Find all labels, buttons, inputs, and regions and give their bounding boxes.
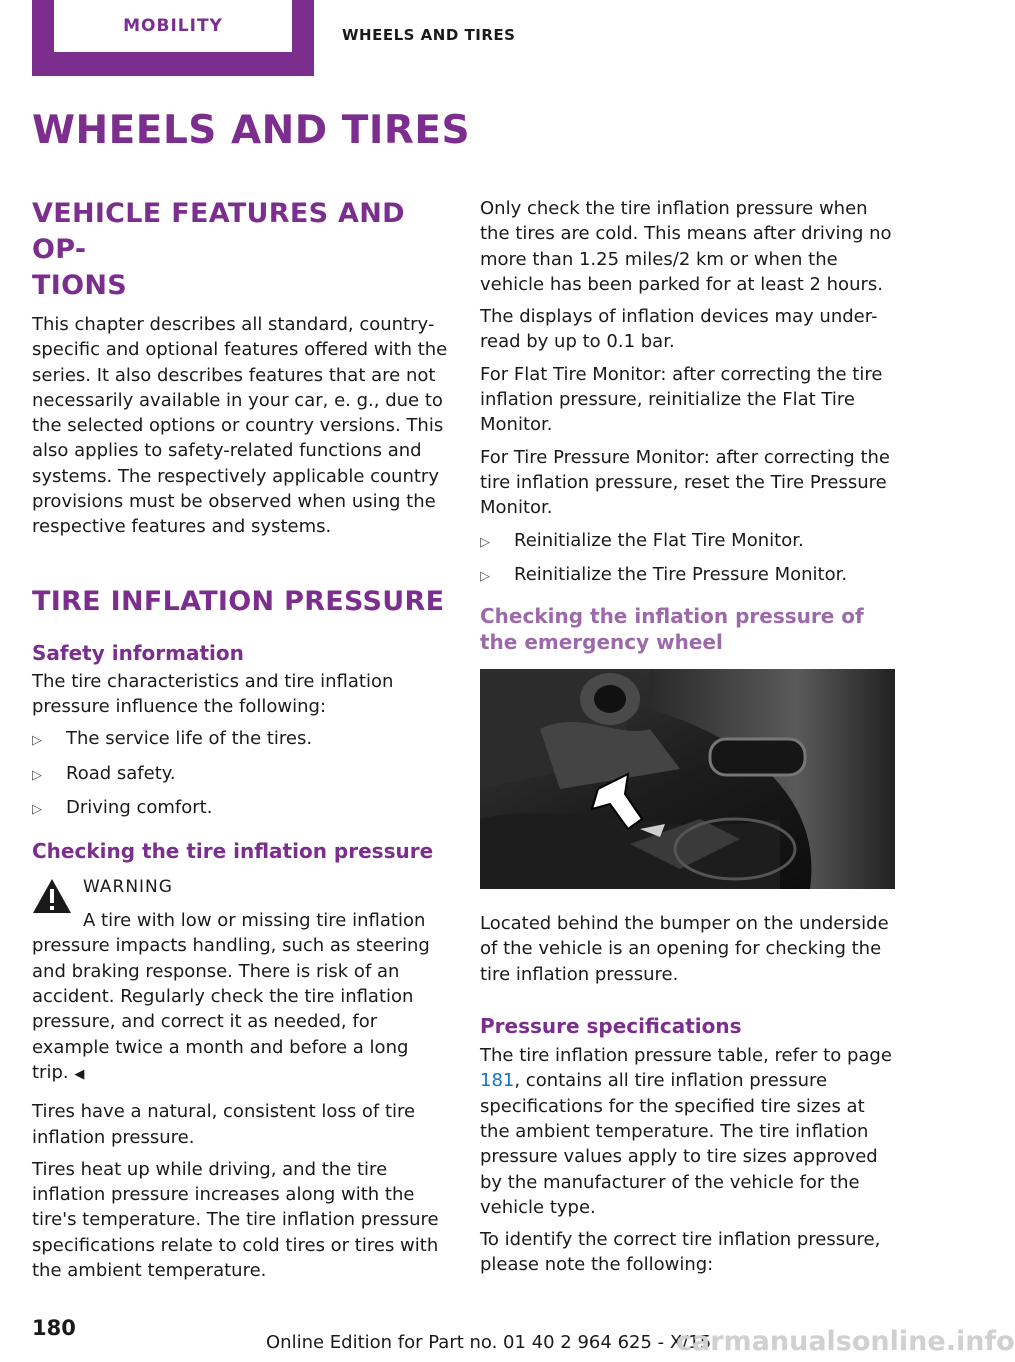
list-item: ▷ Driving comfort. [32,795,450,822]
checking-pressure-heading: Checking the tire inflation pressure [32,839,434,864]
pressure-loss-text: Tires have a natural, consistent loss of tire inflation pressure. [32,1101,416,1148]
emergency-wheel-heading: Checking the inflation pressure of the emergency wheel [480,604,864,655]
chapter-tab-label: MOBILITY [123,16,223,36]
bumper-opening-photo [480,669,895,889]
page-181-link[interactable]: 181 [480,1070,515,1092]
photo-caption: Located behind the bumper on the underside of the vehicle is an opening for checking the tire inflation pressure. [480,913,889,985]
safety-list [32,726,450,822]
bullet-triangle-icon: ▷ [32,733,42,749]
left-column [32,196,450,1290]
warning-triangle-icon [32,878,72,914]
vehicle-features-heading-line2: TIONS [32,270,127,301]
bullet-triangle-icon: ▷ [480,568,490,584]
list-item: ▷ Reinitialize the Tire Pressure Monitor. [480,562,898,589]
pressure-specs-heading: Pressure specifications [480,1014,742,1039]
end-marker-icon: ◀ [74,1066,85,1082]
cold-tires-text: Only check the tire inflation pressure when the tires are cold. This means after driving no more than 1.25 miles/2 km or when the vehicle has been parked for at least 2 hours. [480,198,892,295]
list-item: ▷ The service life of the tires. [32,726,450,753]
vehicle-features-heading [32,196,450,304]
page-number: 180 [32,1316,76,1340]
chapter-tab-inner [54,0,292,52]
chapter-tab[interactable] [32,0,314,76]
tire-pressure-monitor-text: For Tire Pressure Monitor: after correcting the tire inflation pressure, reset the Tire Pressure Monitor. [480,446,890,519]
identify-pressure-text: To identify the correct tire inflation pressure, please note the following: [480,1229,881,1276]
section-label: WHEELS AND TIRES [342,26,516,44]
list-item: ▷ Reinitialize the Flat Tire Monitor. [480,528,898,555]
safety-info-heading: Safety information [32,640,244,665]
monitor-list [480,528,898,590]
right-column [480,196,898,1285]
bullet-triangle-icon: ▷ [32,801,42,817]
vehicle-features-heading-line1: VEHICLE FEATURES AND OP- [32,198,405,265]
warning-block [32,874,450,914]
tire-pressure-heading: TIRE INFLATION PRESSURE [32,585,445,617]
bullet-triangle-icon: ▷ [480,534,490,550]
watermark: carmanualsonline.info [676,1326,1015,1357]
pressure-specs-text: The tire inflation pressure table, refer to page 181, contains all tire inflation pressure specifications for the specified tire sizes at the ambient temperature. The tire inflation pressure values apply to tire sizes approved by the manufacturer of the vehicle for the vehicle type. [480,1045,892,1218]
bullet-triangle-icon: ▷ [32,767,42,783]
warning-text: A tire with low or missing tire inflation pressure impacts handling, such as steering and braking response. There is risk of an accident. Regularly check the tire inflation pressure, and correct it as needed, for example twice a month and before a long trip. ◀ [32,910,430,1083]
safety-intro: The tire characteristics and tire inflation pressure influence the following: [32,670,394,717]
warning-title: WARNING [83,877,173,898]
flat-tire-monitor-text: For Flat Tire Monitor: after correcting the tire inflation pressure, reinitialize the Flat Tire Monitor. [480,363,883,436]
vehicle-features-text: This chapter describes all standard, country-specific and optional features offered with the series. It also describes features that are not necessarily available in your car, e. g., due to the selected options or country versions. This also applies to safety-related functions and systems. The respectively applicable country provisions must be observed when using the respective features and systems. [32,314,448,538]
displays-text: The displays of inflation devices may under-read by up to 0.1 bar. [480,306,878,353]
heat-text: Tires heat up while driving, and the tire inflation pressure increases along with the tire's temperature. The tire inflation pressure specifications relate to cold tires or tires with the ambient temperature. [32,1158,439,1282]
edition-footer: Online Edition for Part no. 01 40 2 964 625 - X/15 [266,1332,712,1353]
page-title: WHEELS AND TIRES [32,108,471,153]
list-item: ▷ Road safety. [32,761,450,788]
